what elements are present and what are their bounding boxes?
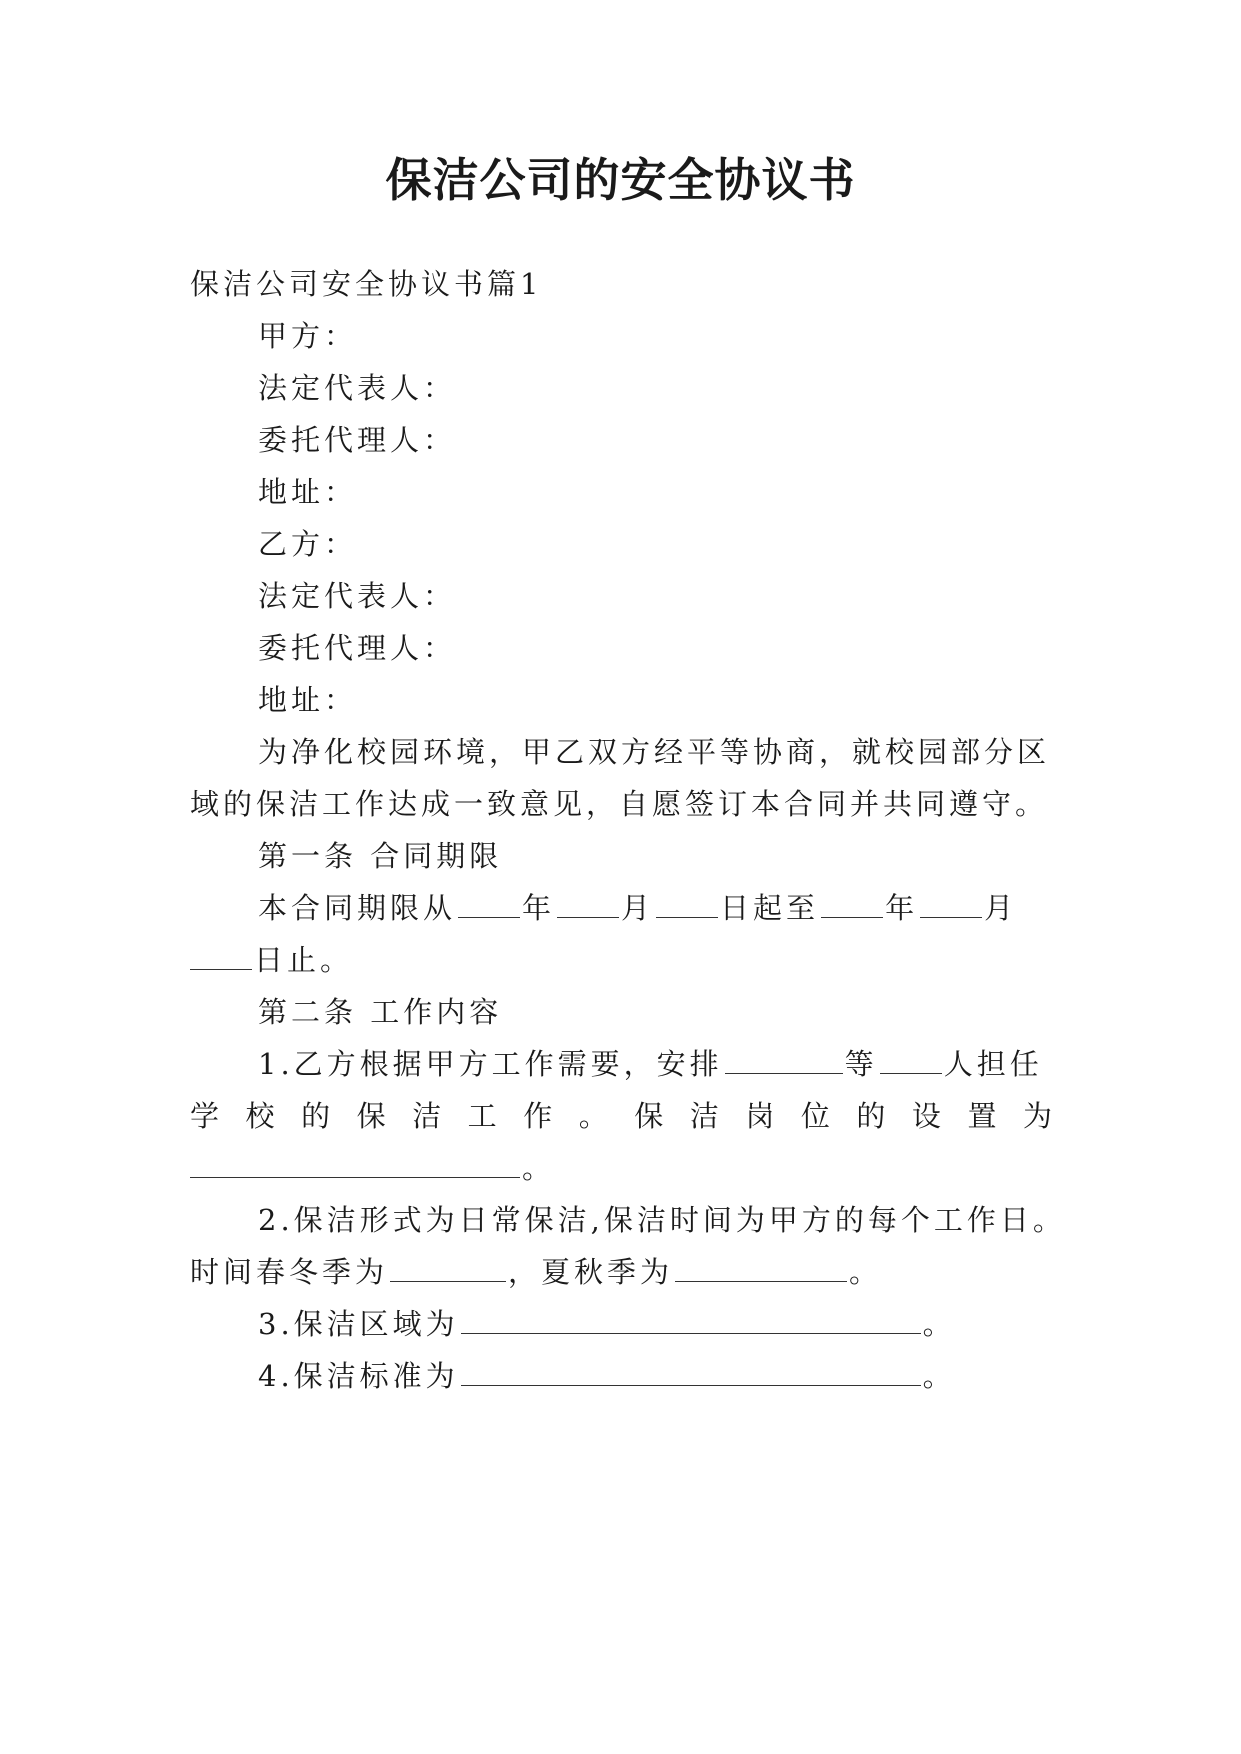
document-title: 保洁公司的安全协议书 [385, 153, 856, 207]
term-prefix: 本合同期限从 [258, 891, 457, 925]
item1-char: 保 [634, 1099, 664, 1133]
blank-end-day [190, 941, 252, 970]
blank-staff-count [880, 1045, 942, 1074]
intro-paragraph-line2: 域的保洁工作达成一致意见，自愿签订本合同并共同遵守。 [190, 787, 1049, 821]
item2-text-a: 时间春冬季为 [190, 1255, 389, 1289]
item2-line1: 2.保洁形式为日常保洁,保洁时间为甲方的每个工作日。 [258, 1203, 1066, 1237]
term-end: 日止。 [254, 943, 354, 977]
item4-text: 4.保洁标准为 [258, 1359, 459, 1393]
blank-summer-hours [675, 1253, 847, 1282]
intro-paragraph-line1: 为净化校园环境，甲乙双方经平等协商，就校园部分区 [258, 735, 1051, 769]
item3-end: 。 [922, 1307, 956, 1341]
item1-char: 设 [911, 1099, 941, 1133]
item1-char: 作 [523, 1099, 553, 1133]
item4-line [258, 1356, 956, 1396]
article2-title: 第二条 工作内容 [258, 995, 503, 1029]
section-heading: 保洁公司安全协议书篇1 [190, 267, 543, 301]
item1-char: 为 [1022, 1099, 1052, 1133]
term-year2: 年 [885, 891, 919, 925]
party-a-rep-label: 法定代表人： [258, 371, 457, 405]
item1-line2 [190, 1096, 1052, 1136]
item1-line1 [258, 1044, 1043, 1084]
item2-end: 。 [849, 1255, 883, 1289]
term-line [258, 888, 1017, 928]
blank-cleaning-area [461, 1305, 921, 1334]
party-b-rep-label: 法定代表人： [258, 579, 457, 613]
item1-char: 校 [245, 1099, 275, 1133]
item1-char: 岗 [745, 1099, 775, 1133]
item1-char: 。 [578, 1099, 608, 1133]
party-a-label: 甲方： [258, 319, 358, 353]
term-line2 [190, 940, 353, 980]
item1-line3 [190, 1148, 555, 1188]
item1-char: 洁 [689, 1099, 719, 1133]
item1-char: 学 [190, 1099, 220, 1133]
item2-text-b: ，夏秋季为 [508, 1255, 674, 1289]
item1-text-c: 人担任 [943, 1047, 1043, 1081]
blank-cleaning-standard [461, 1357, 921, 1386]
item1-end: 。 [522, 1151, 556, 1185]
party-b-label: 乙方： [258, 527, 358, 561]
item1-text-b: 等 [844, 1047, 878, 1081]
item4-end: 。 [922, 1359, 956, 1393]
term-day-from: 日起至 [720, 891, 820, 925]
party-b-address-label: 地址： [258, 683, 358, 717]
item2-line2 [190, 1252, 882, 1292]
blank-winter-hours [390, 1253, 506, 1282]
blank-post-setup [190, 1149, 520, 1178]
blank-end-month [920, 889, 982, 918]
term-month1: 月 [621, 891, 655, 925]
item1-char: 位 [800, 1099, 830, 1133]
blank-start-month [557, 889, 619, 918]
blank-end-year [821, 889, 883, 918]
blank-start-day [656, 889, 718, 918]
party-b-agent-label: 委托代理人： [258, 631, 457, 665]
item1-char: 工 [467, 1099, 497, 1133]
party-a-address-label: 地址： [258, 475, 358, 509]
item3-text: 3.保洁区域为 [258, 1307, 459, 1341]
item3-line [258, 1304, 956, 1344]
item1-char: 的 [301, 1099, 331, 1133]
item1-char: 置 [967, 1099, 997, 1133]
item1-char: 保 [356, 1099, 386, 1133]
blank-start-year [458, 889, 520, 918]
party-a-agent-label: 委托代理人： [258, 423, 457, 457]
blank-staff-name [725, 1045, 843, 1074]
item1-char: 的 [856, 1099, 886, 1133]
item1-char: 洁 [412, 1099, 442, 1133]
item1-text-a: 1.乙方根据甲方工作需要，安排 [258, 1047, 723, 1081]
term-month2: 月 [984, 891, 1018, 925]
term-year1: 年 [522, 891, 556, 925]
article1-title: 第一条 合同期限 [258, 839, 503, 873]
